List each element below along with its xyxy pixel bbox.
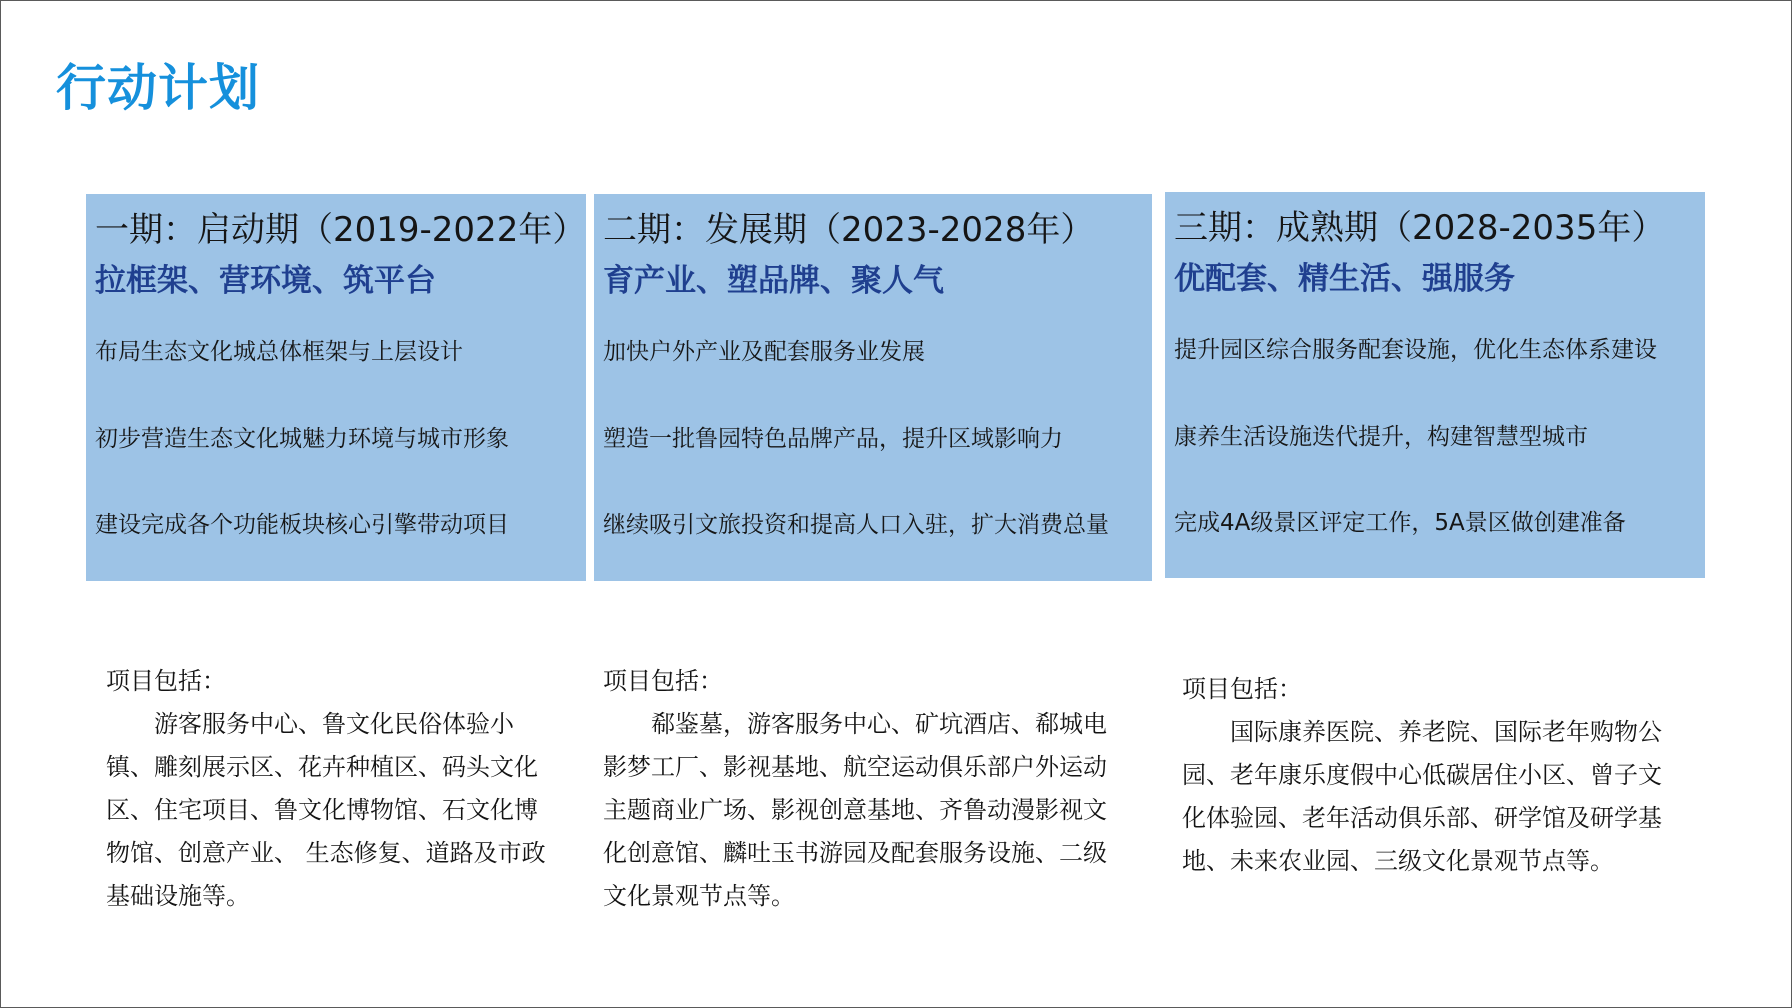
phase-2-motto: 育产业、塑品牌、聚人气 <box>603 262 944 299</box>
phase-1-goal-3: 建设完成各个功能板块核心引擎带动项目 <box>95 512 509 539</box>
phase-3-goal-1: 提升园区综合服务配套设施，优化生态体系建设 <box>1174 336 1657 363</box>
phase-1-projects <box>106 660 558 918</box>
phase-1-goal-2: 初步营造生态文化城魅力环境与城市形象 <box>95 425 509 452</box>
phase-3-projects-label: 项目包括： <box>1182 675 1302 703</box>
phase-3-projects <box>1182 668 1672 883</box>
phase-1-heading: 一期：启动期（2019-2022年） <box>95 210 587 250</box>
phase-3-panel <box>1165 192 1705 578</box>
phase-3-heading: 三期：成熟期（2028-2035年） <box>1174 208 1666 248</box>
phase-1-goals <box>95 338 586 540</box>
phase-3-goal-3: 完成4A级景区评定工作，5A景区做创建准备 <box>1174 510 1626 537</box>
page-title: 行动计划 <box>56 59 260 117</box>
phase-3-motto: 优配套、精生活、强服务 <box>1174 260 1515 297</box>
phase-1-goal-1: 布局生态文化城总体框架与上层设计 <box>95 338 463 365</box>
phase-2-goal-3: 继续吸引文旅投资和提高人口入驻，扩大消费总量 <box>603 512 1109 539</box>
phase-3-projects-text: 国际康养医院、养老院、国际老年购物公园、老年康乐度假中心低碳居住小区、曾子文化体验园、老年活动俱乐部、研学馆及研学基地、未来农业园、三级文化景观节点等。 <box>1182 718 1662 875</box>
phase-2-projects <box>603 660 1125 918</box>
phase-2-goals <box>603 338 1152 540</box>
phase-1-motto: 拉框架、营环境、筑平台 <box>95 262 436 299</box>
phase-3-goals <box>1174 336 1705 538</box>
phase-2-projects-text: 郗鉴墓，游客服务中心、矿坑酒店、郗城电影梦工厂、影视基地、航空运动俱乐部户外运动主题商业广场、影视创意基地、齐鲁动漫影视文化创意馆、麟吐玉书游园及配套服务设施、二级文化景观节点等。 <box>603 710 1107 910</box>
phase-2-heading: 二期：发展期（2023-2028年） <box>603 210 1095 250</box>
phase-1-projects-label: 项目包括： <box>106 667 226 695</box>
phase-2-projects-label: 项目包括： <box>603 667 723 695</box>
phase-2-goal-2: 塑造一批鲁园特色品牌产品，提升区域影响力 <box>603 425 1063 452</box>
phase-2-goal-1: 加快户外产业及配套服务业发展 <box>603 338 925 365</box>
phase-1-panel <box>86 194 586 581</box>
phase-2-panel <box>594 194 1152 581</box>
phase-1-projects-text: 游客服务中心、鲁文化民俗体验小镇、雕刻展示区、花卉种植区、码头文化区、住宅项目、鲁文化博物馆、石文化博物馆、创意产业、 生态修复、道路及市政基础设施等。 <box>106 710 546 910</box>
phase-3-goal-2: 康养生活设施迭代提升，构建智慧型城市 <box>1174 423 1588 450</box>
